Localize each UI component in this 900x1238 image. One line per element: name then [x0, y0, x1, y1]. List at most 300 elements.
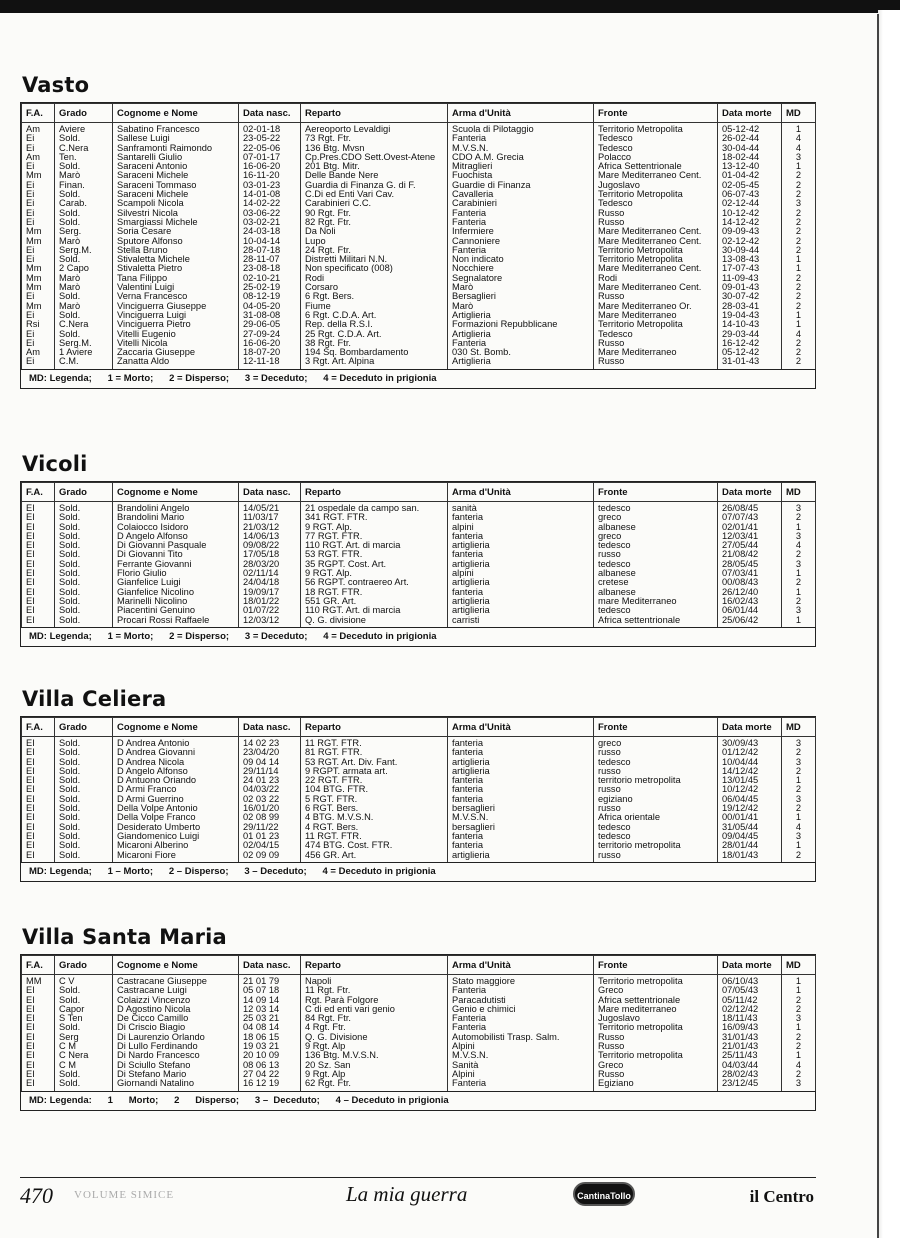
cell-reparto: 9 RGT. Alp.	[301, 569, 448, 578]
column-header-reparto: Reparto	[301, 718, 448, 737]
cell-md: 2	[782, 218, 816, 227]
cell-md: 1	[782, 986, 816, 995]
cell-morte: 10-12-42	[718, 209, 782, 218]
cell-nascita: 04 08 14	[239, 1023, 301, 1032]
cell-arma: fanteria	[448, 832, 594, 841]
cell-morte: 01-04-42	[718, 171, 782, 180]
cell-nome: Micaroni Alberino	[113, 841, 239, 850]
cell-nome: Di Laurenzio Orlando	[113, 1033, 239, 1042]
cell-reparto: 136 Btg. M.V.S.N.	[301, 1051, 448, 1060]
cell-md: 2	[782, 1070, 816, 1079]
cell-grado: Sold.	[55, 578, 113, 587]
cell-arma: Segnalatore	[448, 274, 594, 283]
table-row	[22, 153, 816, 162]
cell-morte: 31/05/44	[718, 823, 782, 832]
cell-arma: Bersaglieri	[448, 292, 594, 301]
cell-reparto: 6 RGT. Bers.	[301, 804, 448, 813]
cell-fronte: Mare Mediterraneo	[594, 311, 718, 320]
cell-fronte: Mare Mediterraneo	[594, 348, 718, 357]
cell-md: 2	[782, 804, 816, 813]
table-row	[22, 758, 816, 767]
cell-morte: 25/06/42	[718, 616, 782, 627]
cell-morte: 07/03/41	[718, 569, 782, 578]
table-row	[22, 513, 816, 522]
cell-nascita: 28-07-18	[239, 246, 301, 255]
cell-morte: 30-04-44	[718, 144, 782, 153]
cell-fronte: Mare Mediterraneo Cent.	[594, 237, 718, 246]
cell-nome: Vinciguerra Luigi	[113, 311, 239, 320]
cell-grado: Serg	[55, 1033, 113, 1042]
cell-nascita: 08 06 13	[239, 1061, 301, 1070]
table-row	[22, 767, 816, 776]
cell-morte: 14-12-42	[718, 218, 782, 227]
cell-fa: EI	[22, 541, 55, 550]
cell-reparto: 81 RGT. FTR.	[301, 748, 448, 757]
cell-reparto: 474 BTG. Cost. FTR.	[301, 841, 448, 850]
cell-fronte: greco	[594, 513, 718, 522]
cell-morte: 21/08/42	[718, 550, 782, 559]
section-title: Vasto	[22, 73, 90, 97]
column-header-nome: Cognome e Nome	[113, 718, 239, 737]
table-header-row	[22, 956, 816, 975]
cell-fronte: egiziano	[594, 795, 718, 804]
column-header-nascita: Data nasc.	[239, 956, 301, 975]
cell-grado: 1 Aviere	[55, 348, 113, 357]
cell-fronte: tedesco	[594, 606, 718, 615]
cell-fronte: Mare Mediterraneo Cent.	[594, 227, 718, 236]
cell-reparto: 9 Rgt. Alp	[301, 1042, 448, 1051]
cell-fa: EI	[22, 550, 55, 559]
table-header-row	[22, 718, 816, 737]
table-row	[22, 190, 816, 199]
cell-nascita: 21/03/12	[239, 523, 301, 532]
cell-nascita: 14/05/21	[239, 502, 301, 514]
cell-grado: Sold.	[55, 255, 113, 264]
cell-fronte: Territorio Metropolita	[594, 190, 718, 199]
cell-grado: Sold.	[55, 851, 113, 862]
table-row	[22, 550, 816, 559]
table-row	[22, 264, 816, 273]
cell-grado: Serg.M.	[55, 339, 113, 348]
cell-arma: Fanteria	[448, 246, 594, 255]
cell-grado: C.M.	[55, 357, 113, 368]
cell-arma: Artiglieria	[448, 357, 594, 368]
cell-fronte: russo	[594, 804, 718, 813]
cell-nascita: 21 01 79	[239, 975, 301, 987]
table-row	[22, 311, 816, 320]
cell-fronte: tedesco	[594, 560, 718, 569]
column-header-arma: Arma d'Unità	[448, 104, 594, 123]
cell-arma: sanità	[448, 502, 594, 514]
cell-fa: Ei	[22, 311, 55, 320]
cell-nome: Sputore Alfonso	[113, 237, 239, 246]
section-villa-santa-maria	[20, 924, 816, 1111]
cell-nome: Di Giovanni Pasquale	[113, 541, 239, 550]
table-row	[22, 246, 816, 255]
cell-fa: EI	[22, 851, 55, 862]
cell-md: 1	[782, 264, 816, 273]
cell-reparto: 22 RGT. FTR.	[301, 776, 448, 785]
cell-nome: Stella Bruno	[113, 246, 239, 255]
column-header-nome: Cognome e Nome	[113, 483, 239, 502]
cell-nome: Colaiocco Isidoro	[113, 523, 239, 532]
table-row	[22, 1042, 816, 1051]
cell-nascita: 16/01/20	[239, 804, 301, 813]
table-row	[22, 776, 816, 785]
cell-reparto: 9 RGPT. armata art.	[301, 767, 448, 776]
cell-grado: Sold.	[55, 597, 113, 606]
cell-md: 2	[782, 785, 816, 794]
cell-grado: Sold.	[55, 541, 113, 550]
table-row	[22, 851, 816, 862]
cell-reparto: 4 RGT. Bers.	[301, 823, 448, 832]
top-black-band	[0, 0, 900, 13]
cell-reparto: 62 Rgt. Ftr.	[301, 1079, 448, 1090]
cell-md: 4	[782, 134, 816, 143]
cell-nascita: 19/09/17	[239, 588, 301, 597]
cell-fronte: Russo	[594, 209, 718, 218]
table-row	[22, 162, 816, 171]
cell-nascita: 24/04/18	[239, 578, 301, 587]
section-title: Villa Celiera	[22, 687, 167, 711]
cell-md: 4	[782, 144, 816, 153]
cell-fa: Ei	[22, 209, 55, 218]
cell-fronte: Greco	[594, 986, 718, 995]
table-row	[22, 804, 816, 813]
cell-nascita: 23-05-22	[239, 134, 301, 143]
cell-md: 2	[782, 227, 816, 236]
table-row	[22, 1061, 816, 1070]
cell-nascita: 03-06-22	[239, 209, 301, 218]
cell-grado: Sold.	[55, 1079, 113, 1090]
cell-nascita: 29/11/22	[239, 823, 301, 832]
cell-fa: Ei	[22, 246, 55, 255]
table-row	[22, 357, 816, 368]
cell-md: 3	[782, 1014, 816, 1023]
cell-grado: Sold.	[55, 162, 113, 171]
cell-reparto: 5 RGT. FTR.	[301, 795, 448, 804]
cell-arma: fanteria	[448, 532, 594, 541]
cell-nascita: 27-09-24	[239, 330, 301, 339]
cell-nascita: 12 03 14	[239, 1005, 301, 1014]
cell-grado: 2 Capo	[55, 264, 113, 273]
cell-md: 2	[782, 1042, 816, 1051]
cell-nome: Vinciguerra Pietro	[113, 320, 239, 329]
cell-nascita: 10-04-14	[239, 237, 301, 246]
column-header-nascita: Data nasc.	[239, 718, 301, 737]
cell-nome: Zaccaria Giuseppe	[113, 348, 239, 357]
cell-fronte: tedesco	[594, 823, 718, 832]
cell-fa: EI	[22, 785, 55, 794]
table-row	[22, 986, 816, 995]
cell-fa: EI	[22, 986, 55, 995]
table-row	[22, 255, 816, 264]
cell-fa: EI	[22, 804, 55, 813]
cell-morte: 19-04-43	[718, 311, 782, 320]
cell-arma: Fanteria	[448, 134, 594, 143]
cell-nascita: 14 09 14	[239, 996, 301, 1005]
cell-fa: EI	[22, 767, 55, 776]
table-row	[22, 748, 816, 757]
cell-morte: 02-12-42	[718, 237, 782, 246]
cell-morte: 23/12/45	[718, 1079, 782, 1090]
cell-reparto: 82 Rgt. Ftr.	[301, 218, 448, 227]
cell-morte: 13/01/45	[718, 776, 782, 785]
cell-morte: 01/12/42	[718, 748, 782, 757]
cell-grado: Sold.	[55, 841, 113, 850]
column-header-arma: Arma d'Unità	[448, 483, 594, 502]
cell-nome: Zanatta Aldo	[113, 357, 239, 368]
cell-morte: 00/01/41	[718, 813, 782, 822]
cell-arma: Carabinieri	[448, 199, 594, 208]
cell-reparto: Da Noli	[301, 227, 448, 236]
cell-nascita: 08-12-19	[239, 292, 301, 301]
cell-nascita: 31-08-08	[239, 311, 301, 320]
cell-md: 2	[782, 181, 816, 190]
cell-fronte: Russo	[594, 1033, 718, 1042]
cell-fa: Ei	[22, 190, 55, 199]
cell-morte: 09-01-43	[718, 283, 782, 292]
cell-arma: Sanità	[448, 1061, 594, 1070]
cell-grado: Sold.	[55, 218, 113, 227]
cell-fa: EI	[22, 597, 55, 606]
cell-md: 1	[782, 320, 816, 329]
cell-morte: 14-10-43	[718, 320, 782, 329]
cell-fronte: Tedesco	[594, 144, 718, 153]
cell-fa: Mm	[22, 237, 55, 246]
cell-arma: carristi	[448, 616, 594, 627]
cell-morte: 30-09-44	[718, 246, 782, 255]
cell-nascita: 02 08 99	[239, 813, 301, 822]
cell-nome: Soria Cesare	[113, 227, 239, 236]
cell-fa: Ei	[22, 199, 55, 208]
cell-arma: bersaglieri	[448, 804, 594, 813]
table-row	[22, 1014, 816, 1023]
cell-reparto: Aereoporto Levaldigi	[301, 123, 448, 135]
cell-fronte: tedesco	[594, 502, 718, 514]
cell-fa: EI	[22, 841, 55, 850]
cell-reparto: 11 Rgt. Ftr.	[301, 986, 448, 995]
cell-nome: D Agostino Nicola	[113, 1005, 239, 1014]
cell-nome: Scampoli Nicola	[113, 199, 239, 208]
table-row	[22, 123, 816, 135]
cell-grado: Sold.	[55, 813, 113, 822]
table-row	[22, 1033, 816, 1042]
cell-reparto: 56 RGPT. contraereo Art.	[301, 578, 448, 587]
cell-reparto: 90 Rgt. Ftr.	[301, 209, 448, 218]
cell-md: 3	[782, 199, 816, 208]
cell-nome: Stivaletta Pietro	[113, 264, 239, 273]
cell-arma: Nocchiere	[448, 264, 594, 273]
cell-grado: Finan.	[55, 181, 113, 190]
column-header-morte: Data morte	[718, 718, 782, 737]
section-title: Vicoli	[22, 452, 88, 476]
cell-reparto: C di ed enti vari genio	[301, 1005, 448, 1014]
cell-nascita: 07-01-17	[239, 153, 301, 162]
cell-grado: Marò	[55, 283, 113, 292]
cell-arma: fanteria	[448, 795, 594, 804]
cell-nome: D Armi Guerrino	[113, 795, 239, 804]
cell-grado: Capor	[55, 1005, 113, 1014]
cell-nome: Giornandi Natalino	[113, 1079, 239, 1090]
cell-arma: fanteria	[448, 513, 594, 522]
cell-fa: EI	[22, 532, 55, 541]
cell-nascita: 22-05-06	[239, 144, 301, 153]
cell-fa: EI	[22, 1014, 55, 1023]
page-footer	[20, 1177, 816, 1218]
cell-grado: Sold.	[55, 986, 113, 995]
cell-nascita: 02/11/14	[239, 569, 301, 578]
cell-morte: 30-07-42	[718, 292, 782, 301]
cell-fronte: territorio metropolita	[594, 776, 718, 785]
cell-fronte: territorio metropolita	[594, 841, 718, 850]
cell-fronte: Africa settentrionale	[594, 616, 718, 627]
cell-grado: Marò	[55, 274, 113, 283]
cell-md: 3	[782, 502, 816, 514]
cell-morte: 06/01/44	[718, 606, 782, 615]
cell-nascita: 04-05-20	[239, 302, 301, 311]
cell-grado: Marò	[55, 302, 113, 311]
table-row	[22, 606, 816, 615]
cell-fa: EI	[22, 523, 55, 532]
cell-fa: Ei	[22, 181, 55, 190]
cell-arma: M.V.S.N.	[448, 1051, 594, 1060]
table-header-row	[22, 483, 816, 502]
cell-md: 2	[782, 292, 816, 301]
cell-md: 3	[782, 832, 816, 841]
cell-nome: Sanframonti Raimondo	[113, 144, 239, 153]
cell-nome: D Armi Franco	[113, 785, 239, 794]
cell-grado: Sold.	[55, 996, 113, 1005]
cell-fa: Mm	[22, 171, 55, 180]
cell-reparto: 25 Rgt. C.D.A. Art.	[301, 330, 448, 339]
cell-reparto: 38 Rgt. Ftr.	[301, 339, 448, 348]
cell-arma: alpini	[448, 569, 594, 578]
cell-arma: Alpini	[448, 1042, 594, 1051]
cell-reparto: 18 RGT. FTR.	[301, 588, 448, 597]
cell-morte: 13-08-43	[718, 255, 782, 264]
cell-grado: S Ten	[55, 1014, 113, 1023]
footer-title: La mia guerra	[346, 1182, 468, 1206]
cell-arma: fanteria	[448, 748, 594, 757]
cell-fa: Ei	[22, 292, 55, 301]
cell-md: 2	[782, 513, 816, 522]
cell-fa: EI	[22, 616, 55, 627]
cell-fronte: Greco	[594, 1061, 718, 1070]
cell-morte: 28/02/43	[718, 1070, 782, 1079]
cell-fa: EI	[22, 795, 55, 804]
table-row	[22, 330, 816, 339]
cell-grado: Marò	[55, 171, 113, 180]
table-row	[22, 616, 816, 627]
cell-morte: 26/12/40	[718, 588, 782, 597]
cell-nome: Castracane Giuseppe	[113, 975, 239, 987]
cell-md: 2	[782, 274, 816, 283]
cell-grado: Sold.	[55, 776, 113, 785]
cell-fa: Am	[22, 123, 55, 135]
cell-arma: Paracadutisti	[448, 996, 594, 1005]
table-legend: MD: Legenda; 1 = Morto; 2 = Disperso; 3 = Deceduto; 4 = Deceduto in prigionia	[21, 627, 815, 646]
cell-fa: EI	[22, 1051, 55, 1060]
table-row	[22, 795, 816, 804]
cell-reparto: 73 Rgt. Ftr.	[301, 134, 448, 143]
cell-fa: EI	[22, 1042, 55, 1051]
table-row	[22, 578, 816, 587]
cell-grado: Sold.	[55, 616, 113, 627]
column-header-fa: F.A.	[22, 956, 55, 975]
cell-grado: C V	[55, 975, 113, 987]
cell-nome: Piacentini Genuino	[113, 606, 239, 615]
cell-fa: Mm	[22, 264, 55, 273]
cell-nome: Sallese Luigi	[113, 134, 239, 143]
cell-nascita: 28-11-07	[239, 255, 301, 264]
cell-fronte: Mare Mediterraneo Cent.	[594, 171, 718, 180]
cell-arma: Fanteria	[448, 986, 594, 995]
cell-morte: 28-03-41	[718, 302, 782, 311]
cell-fa: EI	[22, 996, 55, 1005]
cell-arma: artiglieria	[448, 578, 594, 587]
table-row	[22, 737, 816, 749]
cell-md: 2	[782, 1005, 816, 1014]
cell-fa: EI	[22, 569, 55, 578]
cell-morte: 06-07-43	[718, 190, 782, 199]
cell-reparto: Cp.Pres.CDO Sett.Ovest-Atene	[301, 153, 448, 162]
cell-grado: Sold.	[55, 795, 113, 804]
cell-md: 3	[782, 532, 816, 541]
cell-fronte: Territorio Metropolita	[594, 320, 718, 329]
table-legend: MD: Legenda: 1 Morto; 2 Disperso; 3 – Deceduto; 4 – Deceduto in prigionia	[21, 1091, 815, 1110]
cell-md: 3	[782, 737, 816, 749]
cell-fa: EI	[22, 1079, 55, 1090]
cell-md: 2	[782, 339, 816, 348]
cell-md: 3	[782, 153, 816, 162]
cell-reparto: 110 RGT. Art. di marcia	[301, 606, 448, 615]
cell-fa: EI	[22, 832, 55, 841]
cell-nascita: 29/11/14	[239, 767, 301, 776]
cell-reparto: 194 Sq. Bombardamento	[301, 348, 448, 357]
cell-grado: C.Nera	[55, 320, 113, 329]
column-header-fronte: Fronte	[594, 104, 718, 123]
cell-fronte: russo	[594, 550, 718, 559]
cell-md: 2	[782, 748, 816, 757]
column-header-arma: Arma d'Unità	[448, 956, 594, 975]
cell-nome: Ferrante Giovanni	[113, 560, 239, 569]
cell-reparto: Carabinieri C.C.	[301, 199, 448, 208]
cell-fa: EI	[22, 758, 55, 767]
cell-nascita: 02/04/15	[239, 841, 301, 850]
cell-nascita: 05 07 18	[239, 986, 301, 995]
cell-arma: Artiglieria	[448, 330, 594, 339]
cell-grado: Sold.	[55, 1070, 113, 1079]
cell-nascita: 24 01 23	[239, 776, 301, 785]
cell-arma: Alpini	[448, 1070, 594, 1079]
cell-nome: Della Volpe Franco	[113, 813, 239, 822]
cell-fa: Ei	[22, 162, 55, 171]
casualty-table	[21, 103, 816, 369]
cell-arma: Stato maggiore	[448, 975, 594, 987]
table-row	[22, 144, 816, 153]
cell-nascita: 03-02-21	[239, 218, 301, 227]
cell-nascita: 16-06-20	[239, 162, 301, 171]
cell-nascita: 14-01-08	[239, 190, 301, 199]
cell-reparto: 6 Rgt. Bers.	[301, 292, 448, 301]
cell-morte: 14/12/42	[718, 767, 782, 776]
cell-fa: Mm	[22, 227, 55, 236]
cell-md: 1	[782, 776, 816, 785]
section-title: Villa Santa Maria	[22, 925, 227, 949]
cell-nome: Gianfelice Luigi	[113, 578, 239, 587]
cell-nome: Micaroni Fiore	[113, 851, 239, 862]
